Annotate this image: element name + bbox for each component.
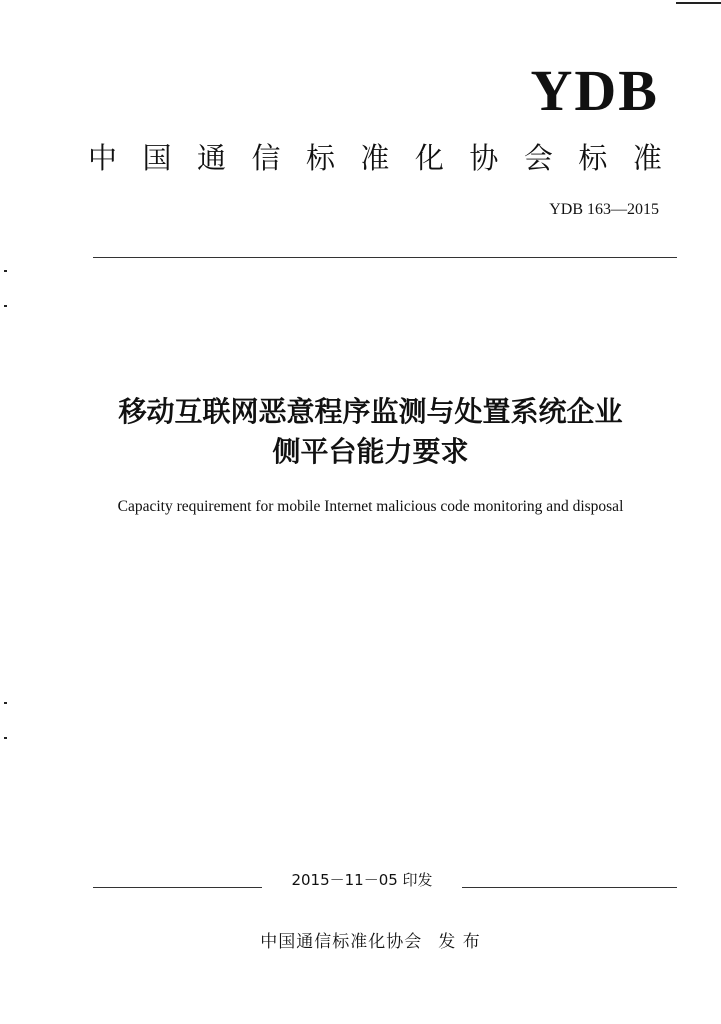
scan-speck	[4, 305, 7, 307]
publisher-action: 发 布	[438, 932, 481, 952]
english-title: Capacity requirement for mobile Internet malicious code monitoring and disposal	[117, 498, 624, 515]
org-char: 准	[360, 141, 390, 175]
ydb-logo: YDB	[530, 58, 659, 123]
publisher-name: 中国通信标准化协会	[260, 932, 423, 952]
chinese-title-line-2: 侧平台能力要求	[272, 435, 469, 468]
scan-speck	[4, 270, 7, 272]
org-char: 通	[196, 141, 226, 175]
org-char: 准	[632, 141, 662, 175]
org-char: 协	[469, 141, 499, 175]
org-char: 标	[578, 141, 608, 175]
chinese-title	[60, 392, 681, 472]
scan-speck	[4, 737, 7, 739]
org-char: 中	[88, 141, 118, 175]
scan-speck	[4, 702, 7, 704]
scan-edge-line	[676, 2, 721, 4]
chinese-title-line-1: 移动互联网恶意程序监测与处置系统企业	[118, 395, 623, 428]
org-char: 信	[251, 141, 281, 175]
org-char: 化	[414, 141, 444, 175]
header-divider	[93, 257, 677, 258]
issue-date: 2015－11－05 印发	[262, 868, 462, 892]
document-number: YDB 163—2015	[549, 201, 659, 218]
org-char: 会	[523, 141, 553, 175]
publisher-line	[60, 930, 681, 954]
org-char: 标	[305, 141, 335, 175]
org-char: 国	[142, 141, 172, 175]
org-standard-heading	[88, 140, 662, 176]
